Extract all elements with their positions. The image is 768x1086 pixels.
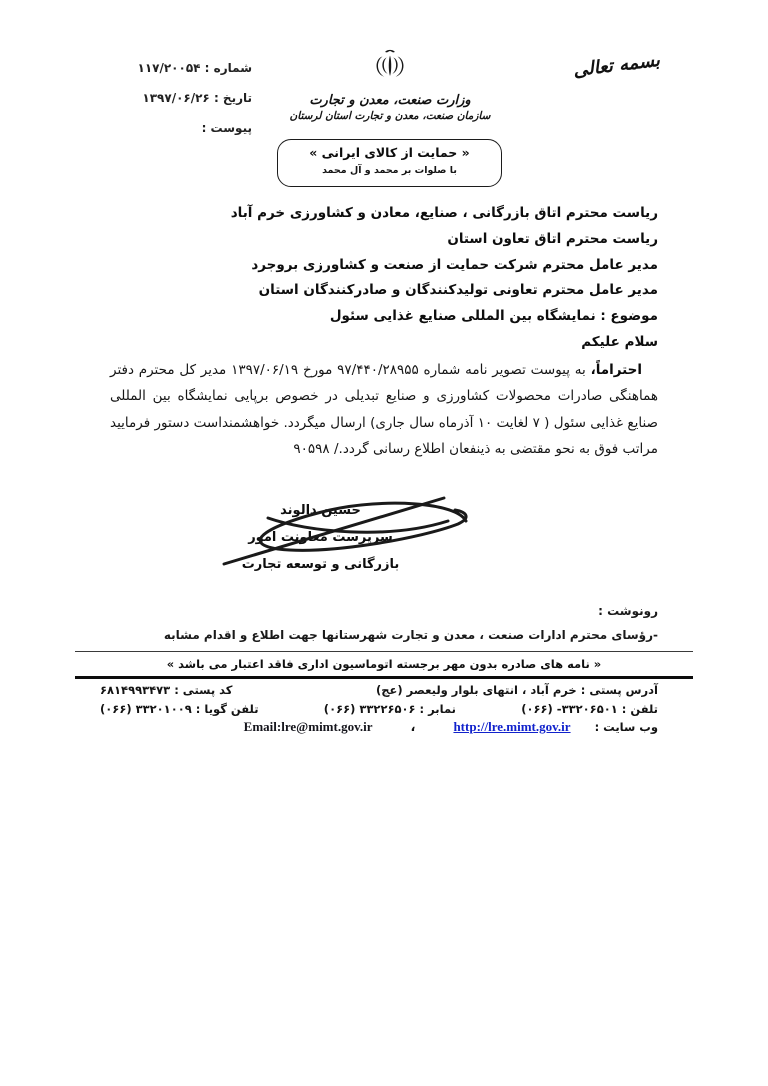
phone-number: تلفن : ۳۳۲۰۶۵۰۱- (۰۶۶)	[521, 702, 658, 716]
recipient-line: مدیر عامل محترم تعاونی تولیدکنندگان و صادرکنندگان استان	[258, 282, 658, 299]
recipients-block	[110, 201, 658, 356]
footer-separator: ،	[410, 720, 416, 735]
subject-line: موضوع : نمایشگاه بین المللی صنایع غذایی سئول	[329, 308, 658, 325]
iran-allah-emblem-icon	[375, 44, 405, 86]
attachment-label: پیوست :	[201, 121, 252, 135]
notice-bottom-rule	[75, 676, 693, 679]
notice-top-rule	[75, 651, 693, 652]
number-value: ۱۱۷/۲۰۰۵۴	[137, 61, 201, 75]
body-text: به پیوست تصویر نامه شماره ۹۷/۴۴۰/۲۸۹۵۵ مورخ ۱۳۹۷/۰۶/۱۹ مدیر کل محترم دفتر هماهنگی صادرات محصولات کشاورزی و صنایع تبدیلی در خصوص برپایی نمایشگاه بین المللی صنایع غذایی سئول ( ۷ لغایت ۱۰ آذرماه سال جاری) ارسال میگردد. خواهشمنداست دستور فرمایید مراتب فوق به نحو مقتضی به ذینفعان اطلاع رسانی گردد./ ۹۰۵۹۸	[110, 362, 659, 458]
email-link[interactable]: Email:lre@mimt.gov.ir	[243, 719, 373, 734]
number-label: شماره :	[204, 61, 252, 75]
year-slogan-box	[277, 139, 502, 187]
website-link[interactable]: http://lre.mimt.gov.ir	[453, 719, 571, 734]
signer-title-line2: بازرگانی و توسعه تجارت	[241, 557, 400, 572]
body-opening: احتراماً،	[590, 362, 643, 378]
recipient-line: ریاست محترم اتاق تعاون استان	[447, 230, 658, 247]
letter-attachment-row	[62, 113, 252, 143]
body-paragraph	[110, 357, 658, 463]
footer-row-address	[100, 683, 658, 697]
slogan-subtitle: با صلوات بر محمد و آل محمد	[322, 165, 457, 176]
cc-item: -رؤسای محترم ادارات صنعت ، معدن و تجارت شهرستانها جهت اطلاع و اقدام مشابه	[163, 628, 658, 642]
letter-date-row	[62, 83, 252, 113]
recipient-line: ریاست محترم اتاق بازرگانی ، صنایع، معادن و کشاورزی خرم آباد	[230, 205, 658, 221]
letter-number-row	[62, 53, 252, 83]
cc-block	[110, 599, 658, 647]
validity-notice: « نامه های صادره بدون مهر برجسته اتوماسیون اداری فاقد اعتبار می باشد »	[166, 657, 602, 671]
letter-meta	[62, 53, 252, 143]
website-label: وب سایت :	[594, 720, 658, 734]
signer-title-line1: سرپرست معاونت امور	[248, 530, 393, 545]
bismillah-calligraphy: بسمه تعالی	[571, 49, 661, 82]
salutation-line: سلام علیکم	[581, 333, 658, 350]
footer-row-phones	[100, 702, 658, 716]
recipient-line: مدیر عامل محترم شرکت حمایت از صنعت و کشاورزی بروجرد	[251, 256, 658, 273]
date-label: تاریخ :	[213, 91, 252, 105]
slogan-title: « حمایت از کالای ایرانی »	[309, 145, 470, 160]
fax-number: نمابر : ۳۳۲۲۶۵۰۶ (۰۶۶)	[323, 702, 456, 716]
footer-row-web	[100, 719, 658, 735]
postal-address: آدرس پستی : خرم آباد ، انتهای بلوار ولیعصر (عج)	[375, 683, 658, 697]
signer-name: حسین دالوند	[280, 503, 361, 518]
date-value: ۱۳۹۷/۰۶/۲۶	[142, 91, 210, 105]
postal-code: کد پستی : ۶۸۱۴۹۹۳۴۷۳	[100, 683, 233, 697]
organization-name: سازمان صنعت، معدن و تجارت استان لرستان	[289, 110, 491, 122]
handwritten-signature	[208, 485, 488, 580]
letterhead	[284, 44, 496, 124]
voice-phone-number: تلفن گویا : ۳۳۲۰۱۰۰۹ (۰۶۶)	[100, 702, 259, 716]
cc-label: رونوشت :	[598, 604, 658, 618]
ministry-name: وزارت صنعت، معدن و تجارت	[309, 93, 471, 108]
